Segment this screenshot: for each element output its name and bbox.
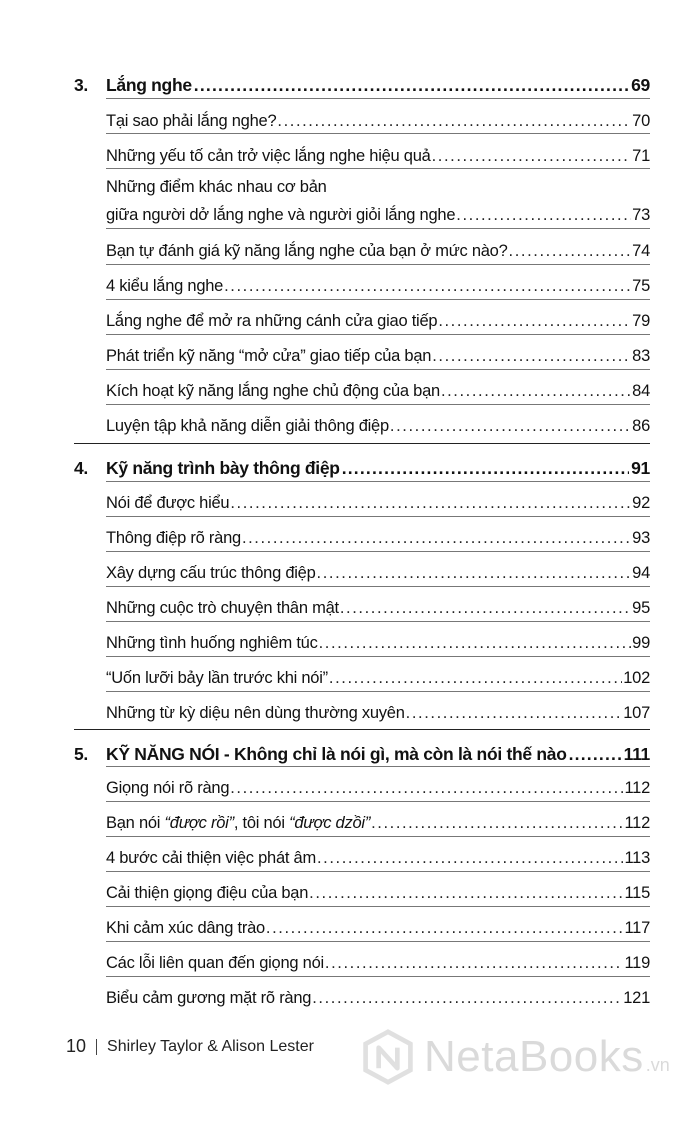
entry-title: Lắng nghe để mở ra những cánh cửa giao tiếp xyxy=(106,312,438,330)
entry-page-number: 74 xyxy=(632,242,650,260)
entry-title: Những cuộc trò chuyện thân mật xyxy=(106,599,339,617)
entry-page-number: 119 xyxy=(624,954,650,972)
dot-leader xyxy=(340,598,631,618)
toc-entry[interactable] xyxy=(106,270,650,296)
dot-leader xyxy=(224,276,631,296)
entry-title: Xây dựng cấu trúc thông điệp xyxy=(106,564,316,582)
toc-entry[interactable] xyxy=(106,375,650,401)
toc-entry[interactable] xyxy=(106,877,650,903)
entry-title-quote: “được rồi” xyxy=(164,814,234,832)
footer-divider xyxy=(96,1039,97,1055)
entry-title: Những từ kỳ diệu nên dùng thường xuyên xyxy=(106,704,405,722)
dot-leader xyxy=(317,563,632,583)
dot-leader xyxy=(509,241,632,261)
entry-page-number: 117 xyxy=(624,919,650,937)
divider xyxy=(106,264,650,265)
dot-leader xyxy=(432,346,631,366)
entry-title: Bạn tự đánh giá kỹ năng lắng nghe của bạn ở mức nào? xyxy=(106,242,508,260)
toc-entry[interactable] xyxy=(106,592,650,618)
divider xyxy=(106,691,650,692)
footer-authors: Shirley Taylor & Alison Lester xyxy=(107,1037,314,1055)
watermark-brand: NetaBooks xyxy=(424,1032,644,1081)
entry-page-number: 71 xyxy=(632,147,650,165)
divider xyxy=(106,586,650,587)
netabooks-logo-icon xyxy=(360,1029,416,1085)
divider xyxy=(106,228,650,229)
divider xyxy=(106,404,650,405)
entry-page-number: 83 xyxy=(632,347,650,365)
dot-leader xyxy=(569,743,622,765)
watermark-tld: .vn xyxy=(645,1054,670,1075)
dot-leader xyxy=(312,988,622,1008)
toc-entry[interactable] xyxy=(106,697,650,723)
entry-title: Các lỗi liên quan đến giọng nói xyxy=(106,954,324,972)
chapter-number: 3. xyxy=(74,75,88,95)
dot-leader xyxy=(329,668,622,688)
chapter-title: Lắng nghe xyxy=(106,75,192,95)
divider xyxy=(106,656,650,657)
divider xyxy=(106,621,650,622)
entry-page-number: 70 xyxy=(632,112,650,130)
divider xyxy=(106,98,650,99)
entry-page-number: 95 xyxy=(632,599,650,617)
entry-page-number: 86 xyxy=(632,417,650,435)
dot-leader xyxy=(441,381,631,401)
entry-page-number: 93 xyxy=(632,529,650,547)
entry-title-part: Bạn nói xyxy=(106,814,165,832)
entry-page-number: 73 xyxy=(632,206,650,224)
toc-entry[interactable] xyxy=(106,522,650,548)
divider xyxy=(106,133,650,134)
toc-entry[interactable] xyxy=(106,105,650,131)
entry-title: Những tình huống nghiêm túc xyxy=(106,634,318,652)
netabooks-watermark xyxy=(360,1022,690,1092)
toc-entry[interactable] xyxy=(106,410,650,436)
entry-title: Phát triển kỹ năng “mở cửa” giao tiếp của bạn xyxy=(106,347,432,365)
dot-leader xyxy=(342,457,629,479)
divider xyxy=(106,481,650,482)
toc-entry[interactable] xyxy=(106,627,650,653)
entry-page-number: 121 xyxy=(623,989,650,1007)
divider xyxy=(106,871,650,872)
dot-leader xyxy=(230,493,631,513)
entry-page-number: 102 xyxy=(623,669,650,687)
toc-entry[interactable] xyxy=(106,140,650,166)
entry-title: “Uốn lưỡi bảy lần trước khi nói” xyxy=(106,669,328,687)
divider xyxy=(106,516,650,517)
toc-entry[interactable] xyxy=(106,305,650,331)
entry-title: Luyện tập khả năng diễn giải thông điệp xyxy=(106,417,389,435)
dot-leader xyxy=(319,633,632,653)
divider xyxy=(106,369,650,370)
entry-page-number: 115 xyxy=(624,884,650,902)
entry-title: Tại sao phải lắng nghe? xyxy=(106,112,277,130)
entry-title: Kích hoạt kỹ năng lắng nghe chủ động của bạn xyxy=(106,382,440,400)
divider xyxy=(106,801,650,802)
entry-page-number: 112 xyxy=(624,779,650,797)
divider xyxy=(106,906,650,907)
entry-title: Nói để được hiểu xyxy=(106,494,230,512)
chapter-separator xyxy=(74,443,650,444)
entry-page-number: 107 xyxy=(623,704,650,722)
chapter-title: KỸ NĂNG NÓI - Không chỉ là nói gì, mà còn là nói thế nào xyxy=(106,744,567,764)
entry-title xyxy=(106,813,370,833)
chapter-number: 5. xyxy=(74,744,88,764)
dot-leader xyxy=(456,205,631,225)
entry-page-number: 75 xyxy=(632,277,650,295)
dot-leader xyxy=(438,311,631,331)
dot-leader xyxy=(325,953,624,973)
entry-title: Những yếu tố cản trở việc lắng nghe hiệu quả xyxy=(106,147,431,165)
divider xyxy=(106,299,650,300)
entry-title: Khi cảm xúc dâng trào xyxy=(106,919,265,937)
dot-leader xyxy=(230,778,623,798)
divider xyxy=(106,836,650,837)
dot-leader xyxy=(277,111,631,131)
entry-page-number: 79 xyxy=(632,312,650,330)
dot-leader xyxy=(309,883,623,903)
toc-entry[interactable] xyxy=(106,912,650,938)
entry-page-number: 94 xyxy=(632,564,650,582)
entry-title: giữa người dở lắng nghe và người giỏi lắng nghe xyxy=(106,206,456,224)
chapter-separator xyxy=(74,729,650,730)
toc-entry[interactable] xyxy=(106,662,650,688)
entry-page-number: 112 xyxy=(624,814,650,832)
dot-leader xyxy=(317,848,623,868)
dot-leader xyxy=(390,416,631,436)
entry-title-part: , tôi nói xyxy=(233,814,290,832)
divider xyxy=(106,168,650,169)
chapter-page-number: 91 xyxy=(631,458,650,478)
chapter-title: Kỹ năng trình bày thông điệp xyxy=(106,458,340,478)
footer-page-number: 10 xyxy=(66,1036,87,1056)
chapter-heading[interactable] xyxy=(74,68,650,96)
entry-page-number: 84 xyxy=(632,382,650,400)
entry-title: Thông điệp rõ ràng xyxy=(106,529,241,547)
toc-entry[interactable] xyxy=(106,557,650,583)
entry-title: Biểu cảm gương mặt rõ ràng xyxy=(106,989,312,1007)
chapter-page-number: 69 xyxy=(631,75,650,95)
entry-title: 4 bước cải thiện việc phát âm xyxy=(106,849,316,867)
entry-title: Cải thiện giọng điệu của bạn xyxy=(106,884,309,902)
divider xyxy=(106,551,650,552)
divider xyxy=(106,976,650,977)
toc-entry[interactable] xyxy=(106,340,650,366)
divider xyxy=(106,334,650,335)
toc-entry[interactable] xyxy=(106,842,650,868)
entry-page-number: 99 xyxy=(632,634,650,652)
entry-page-number: 92 xyxy=(632,494,650,512)
divider xyxy=(106,766,650,767)
entry-title-line1: Những điểm khác nhau cơ bản xyxy=(106,178,327,196)
divider xyxy=(106,941,650,942)
toc-entry[interactable] xyxy=(106,487,650,513)
dot-leader xyxy=(242,528,631,548)
chapter-heading[interactable] xyxy=(74,737,650,765)
toc-entry[interactable] xyxy=(106,982,650,1008)
entry-title: 4 kiểu lắng nghe xyxy=(106,277,224,295)
toc-entry[interactable] xyxy=(106,772,650,798)
page-footer xyxy=(66,1036,314,1057)
entry-page-number: 113 xyxy=(624,849,650,867)
dot-leader xyxy=(371,813,623,833)
dot-leader xyxy=(194,74,629,96)
chapter-page-number: 111 xyxy=(623,744,650,764)
dot-leader xyxy=(266,918,624,938)
chapter-heading[interactable] xyxy=(74,451,650,479)
dot-leader xyxy=(432,146,632,166)
toc-entry[interactable] xyxy=(106,235,650,261)
toc-entry[interactable] xyxy=(106,947,650,973)
toc-entry[interactable] xyxy=(106,199,650,225)
dot-leader xyxy=(406,703,623,723)
entry-title-quote: “được dzồi” xyxy=(289,814,371,832)
entry-title: Giọng nói rõ ràng xyxy=(106,779,230,797)
toc-entry[interactable] xyxy=(106,807,650,833)
chapter-number: 4. xyxy=(74,458,88,478)
